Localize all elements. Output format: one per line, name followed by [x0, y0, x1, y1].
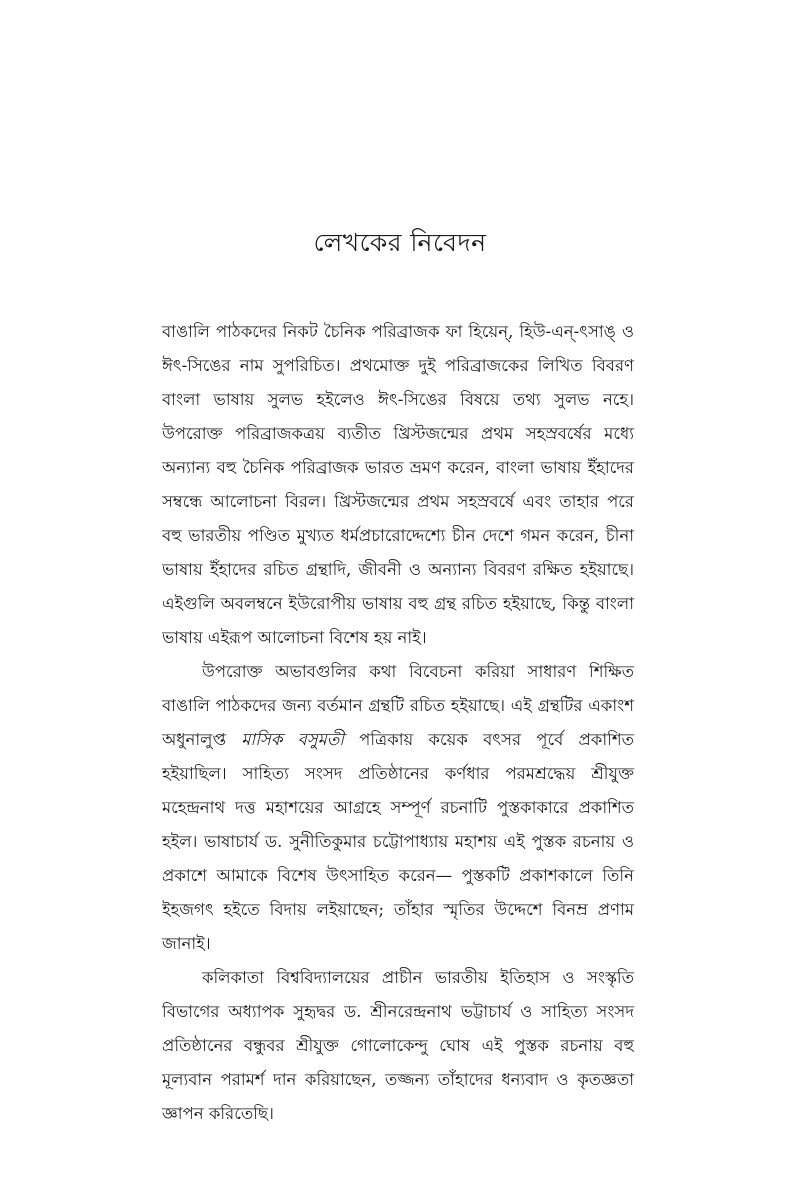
preface-body: [162, 315, 634, 1131]
paragraph-2: [162, 655, 634, 961]
magazine-title-italic: মাসিক বসুমতী: [241, 730, 344, 749]
paragraph-3: কলিকাতা বিশ্ববিদ্যালয়ের প্রাচীন ভারতীয় ইতিহাস ও সংস্কৃতি বিভাগের অধ্যাপক সুহৃদ্বর ড. শ্রীনরেন্দ্রনাথ ভট্টাচার্য ও সাহিত্য সংসদ প্রতিষ্ঠানের বন্ধুবর শ্রীযুক্ত গোলোকেন্দু ঘোষ এই পুস্তক রচনায় বহু মূল্যবান পরামর্শ দান করিয়াছেন, তজ্জন্য তাঁহাদের ধন্যবাদ ও কৃতজ্ঞতা জ্ঞাপন করিতেছি।: [162, 968, 634, 1123]
paragraph-1: বাঙালি পাঠকদের নিকট চৈনিক পরিব্রাজক ফা হিয়েন্, হিউ-এন্-ৎসাঙ্ ও ঈৎ-সিঙের নাম সুপরিচিত। প্রথমোক্ত দুই পরিব্রাজকের লিখিত বিবরণ বাংলা ভাষায় সুলভ হইলেও ঈৎ-সিঙের বিষয়ে তথ্য সুলভ নহে। উপরোক্ত পরিব্রাজকত্রয় ব্যতীত খ্রিস্টজন্মের প্রথম সহস্রবর্ষের মধ্যে অন্যান্য বহু চৈনিক পরিব্রাজক ভারত ভ্রমণ করেন, বাংলা ভাষায় ইঁহাদের সম্বন্ধে আলোচনা বিরল। খ্রিস্টজন্মের প্রথম সহস্রবর্ষে এবং তাহার পরে বহু ভারতীয় পণ্ডিত মুখ্যত ধর্মপ্রচারোদ্দেশ্যে চীন দেশে গমন করেন, চীনা ভাষায় ইঁহাদের রচিত গ্রন্থাদি, জীবনী ও অন্যান্য বিবরণ রক্ষিত হইয়াছে। এইগুলি অবলম্বনে ইউরোপীয় ভাষায় বহু গ্রন্থ রচিত হইয়াছে, কিন্তু বাংলা ভাষায় এইরূপ আলোচনা বিশেষ হয় নাই।: [162, 322, 634, 647]
paragraph-2-text-after: পত্রিকায় কয়েক বৎসর পূর্বে প্রকাশিত হইয়াছিল। সাহিত্য সংসদ প্রতিষ্ঠানের কর্ণধার পরমশ্রদ্ধেয় শ্রীযুক্ত মহেন্দ্রনাথ দত্ত মহাশয়ের আগ্রহে সম্পূর্ণ রচনাটি পুস্তকাকারে প্রকাশিত হইল। ভাষাচার্য ড. সুনীতিকুমার চট্টোপাধ্যায় মহাশয় এই পুস্তক রচনায় ও প্রকাশে আমাকে বিশেষ উৎসাহিত করেন— পুস্তকটি প্রকাশকালে তিনি ইহজগৎ হইতে বিদায় লইয়াছেন; তাঁহার স্মৃতির উদ্দেশে বিনম্র প্রণাম জানাই।: [162, 730, 634, 953]
paragraph-2-text-before: উপরোক্ত অভাবগুলির কথা বিবেচনা করিয়া সাধারণ শিক্ষিত বাঙালি পাঠকদের জন্য বর্তমান গ্রন্থটি রচিত হইয়াছে। এই গ্রন্থটির একাংশ অধুনালুপ্ত: [162, 662, 634, 749]
page-title: লেখকের নিবেদন: [313, 228, 487, 257]
